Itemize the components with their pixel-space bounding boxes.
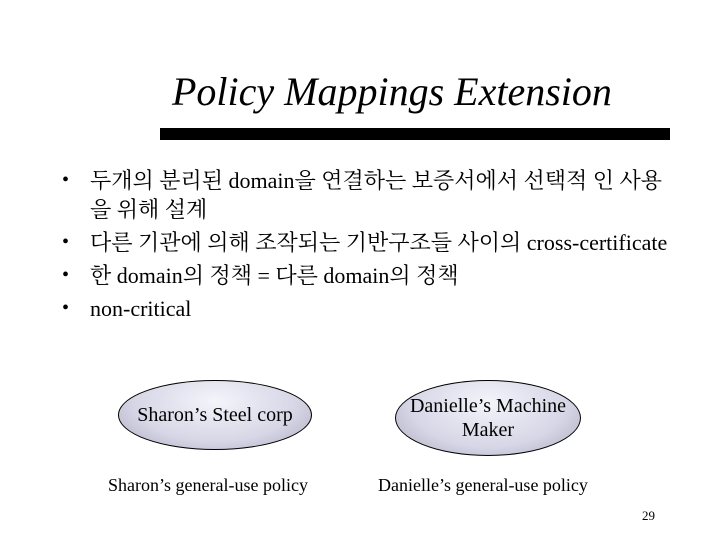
bullet-dot-icon: •	[62, 264, 70, 286]
bullet-item	[62, 228, 682, 257]
sharon-steel-corp-ellipse	[118, 380, 312, 450]
bullet-text: non-critical	[90, 296, 192, 321]
danielle-machine-maker-label: Danielle’s Machine Maker	[409, 395, 567, 441]
bullet-dot-icon: •	[62, 169, 70, 191]
sharon-policy-label: Sharon’s general-use policy	[108, 475, 308, 495]
bullet-text: 한 domain의 정책 = 다른 domain의 정책	[90, 263, 459, 288]
title-underline-bar	[160, 128, 670, 140]
bullet-text: 두개의 분리된 domain을 연결하는 보증서에서 선택적 인 사용을 위해 설계	[90, 168, 663, 222]
page-number: 29	[642, 508, 655, 523]
bullet-dot-icon: •	[62, 231, 70, 253]
danielle-policy-label: Danielle’s general-use policy	[378, 475, 588, 495]
bullet-list	[62, 166, 682, 327]
bullet-item	[62, 261, 682, 290]
bullet-text: 다른 기관에 의해 조작되는 기반구조들 사이의 cross-certificate	[90, 230, 668, 255]
danielle-machine-maker-ellipse	[395, 380, 581, 456]
sharon-steel-corp-label: Sharon’s Steel corp	[137, 404, 293, 426]
bullet-item	[62, 166, 682, 224]
bullet-item	[62, 294, 682, 323]
bullet-dot-icon: •	[62, 297, 70, 319]
slide-title: Policy Mappings Extension	[172, 69, 612, 114]
